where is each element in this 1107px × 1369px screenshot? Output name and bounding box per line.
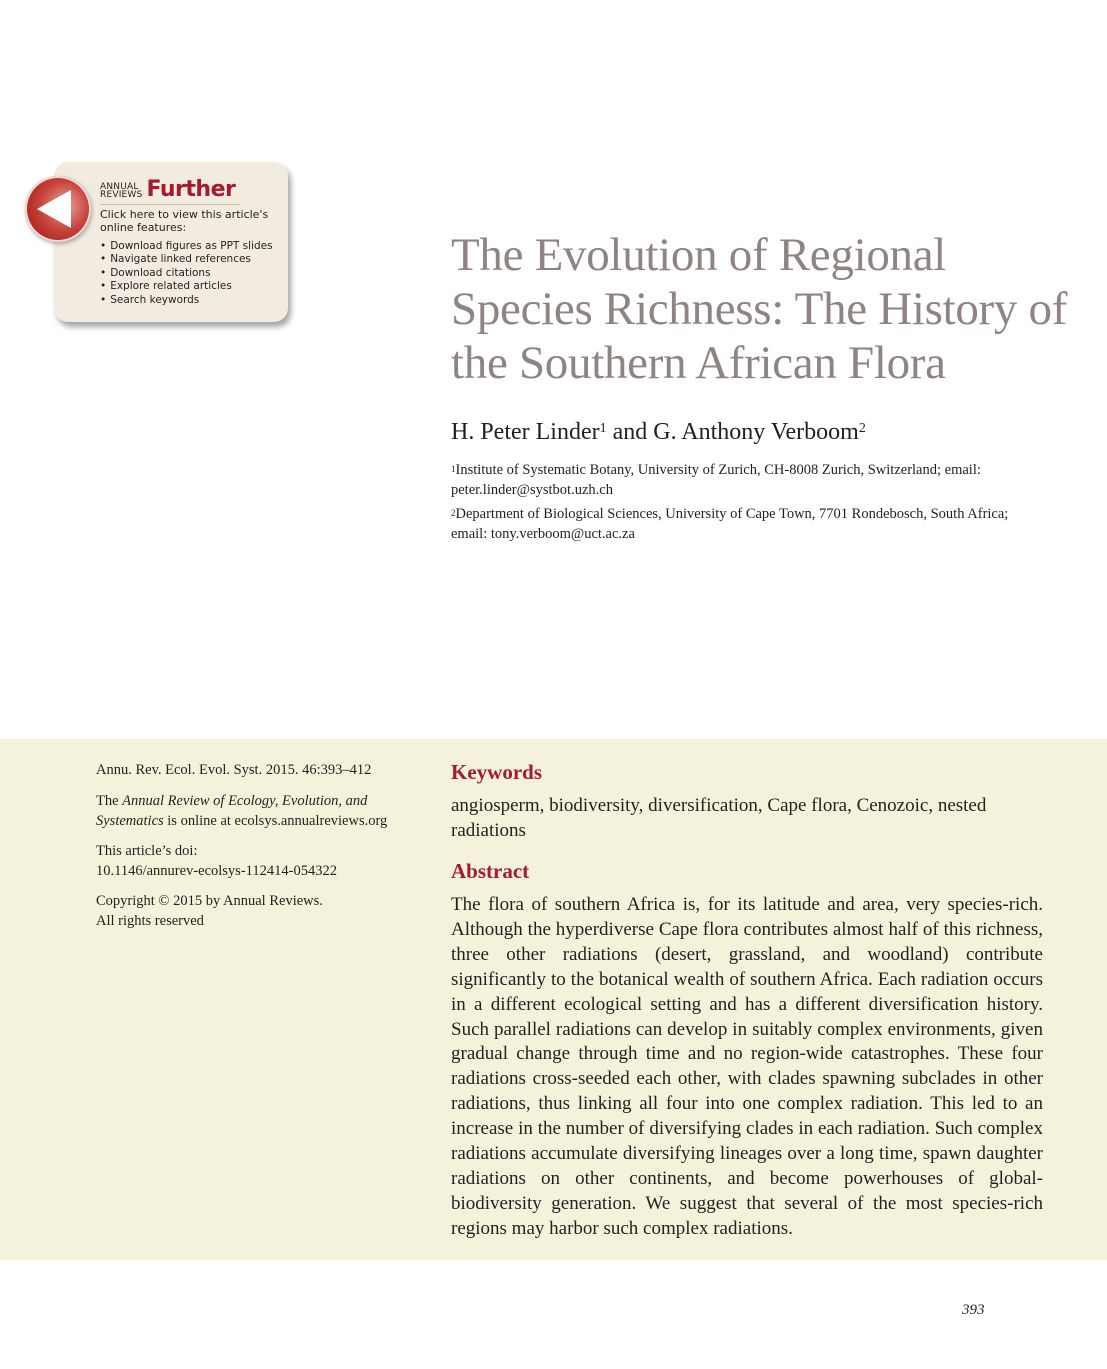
affiliation [451,505,1011,544]
back-arrow-icon [37,190,71,228]
journal-prefix: The [96,793,123,809]
abstract-text: The flora of southern Africa is, for its latitude and area, very species-rich. Although the hyperdiverse Cape flora contributes almost half of this richness, three other radiations (desert, grassland, and woodland) contribute significantly to the botanical wealth of southern Africa. Each radiation occurs in a different ecological setting and has a different diversification history. Such parallel radiations can develop in suitably complex environments, given gradual change through time and no region-wide catastrophes. These four radiations cross-seeded each other, with clades spawning subclades in other radiations, thus linking all four into one complex radiation. This led to an increase in the number of diversifying clades in each radiation. Such complex radiations accumulate diversifying lineages over a long time, spawn daughter radiations on other continents, and become powerhouses of global-biodiversity generation. We suggest that several of the most species-rich regions may harbor such complex radiations. [451,894,1043,1239]
further-features-list [100,240,273,307]
annual-reviews-logo [100,183,142,202]
affiliation-text: Institute of Systematic Botany, University of Zurich, CH-8008 Zurich, Switzerland; email: peter.linder@systbot.uzh.ch [451,462,981,498]
feature-download-figures[interactable]: • Download figures as PPT slides [100,240,273,253]
journal-name: Annual Review of Ecology, Evolution, and Systematics [96,793,368,829]
journal-online-note [96,791,426,831]
brand-line-1: ANNUAL [100,182,139,192]
page-number: 393 [962,1302,985,1318]
copyright-block [96,891,426,931]
further-link-button[interactable] [25,176,91,242]
further-description [100,208,280,234]
citation: Annu. Rev. Ecol. Evol. Syst. 2015. 46:393–412 [96,762,372,778]
doi-label: This article’s doi: [96,843,198,859]
author-affiliation-marker: 1 [599,421,607,436]
further-title: Further [146,177,236,202]
doi-block [96,841,426,881]
further-description-text: to view this article's online features: [100,208,269,234]
abstract-heading: Abstract [451,859,530,883]
copyright: Copyright © 2015 by Annual Reviews. [96,893,323,909]
author-name: H. Peter Linder [451,419,600,445]
doi-value[interactable]: 10.1146/annurev-ecolsys-112414-054322 [96,863,337,879]
feature-download-citations[interactable]: • Download citations [100,267,273,280]
article-title: The Evolution of Regional Species Richness: The History of the Southern African Flora [451,229,1068,389]
affiliation-marker: 1 [451,464,456,474]
divider [100,204,240,205]
affiliation [451,461,1011,500]
author-join: and [606,419,654,445]
keywords-text: angiosperm, biodiversity, diversification, Cape flora, Cenozoic, nested radiations [451,795,987,841]
rights: All rights reserved [96,913,204,929]
keywords-heading: Keywords [451,760,542,784]
author-line [451,417,866,447]
author-affiliation-marker: 2 [858,421,866,436]
brand-line-2: REVIEWS [100,190,143,200]
affiliation-text: Department of Biological Sciences, University of Cape Town, 7701 Rondebosch, South Africa; email: tony.verboom@uct.ac.za [451,506,1009,542]
feature-search-keywords[interactable]: • Search keywords [100,294,273,307]
feature-related-articles[interactable]: • Explore related articles [100,280,273,293]
further-header [100,178,235,202]
affiliation-marker: 2 [451,508,456,518]
click-here-link[interactable]: Click here [100,208,155,221]
feature-linked-references[interactable]: • Navigate linked references [100,253,273,266]
journal-suffix: is online at ecolsys.annualreviews.org [163,813,388,829]
author-name: G. Anthony Verboom [653,419,859,445]
